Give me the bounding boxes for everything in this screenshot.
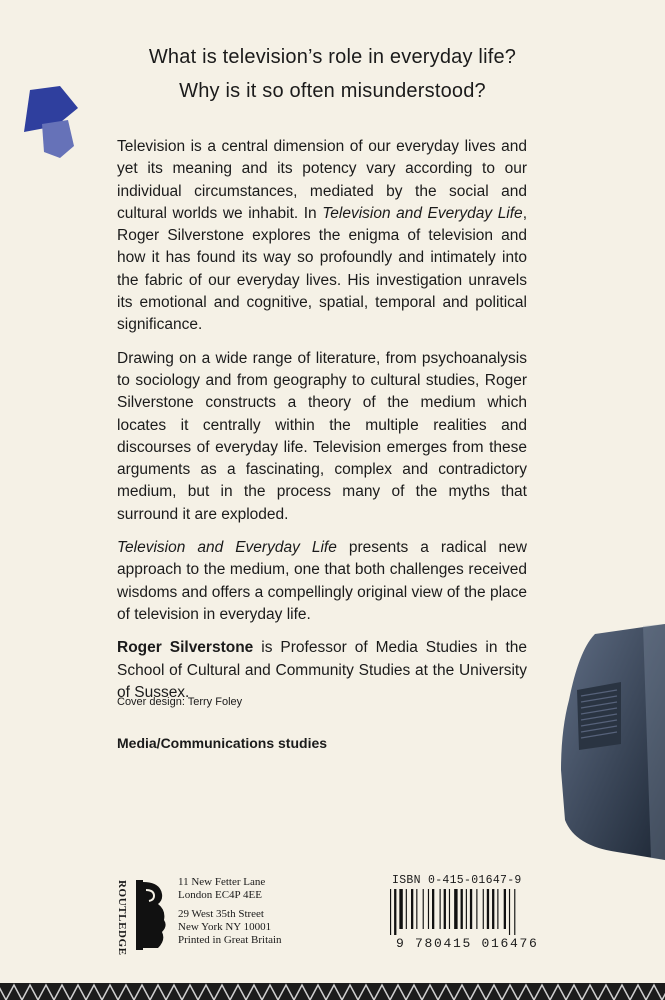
subject-category: Media/Communications studies xyxy=(117,735,328,751)
book-title: Television and Everyday Life xyxy=(322,204,523,222)
address-line: 29 West 35th Street xyxy=(178,908,264,920)
television-set-image xyxy=(555,620,665,865)
publisher-name: ROUTLEDGE xyxy=(116,880,128,956)
address-line: New York NY 10001 xyxy=(178,921,272,933)
publisher-address xyxy=(178,876,282,947)
paragraph-text: presents a radical new approach to the medium, one that both challenges received wisdoms and offers a compellingly original view of the place of television in everyday life. xyxy=(117,539,527,623)
barcode xyxy=(388,889,528,935)
paragraph-text: Television is a central dimension of our everyday lives and yet its meaning and its potency vary according to our individual circumstances, mediated by the social and cultural worlds we inhabit. In xyxy=(117,138,527,222)
paragraph-author xyxy=(117,637,527,704)
address-line: 11 New Fetter Lane xyxy=(178,876,266,888)
blurb xyxy=(117,136,527,715)
isbn: ISBN 0-415-01647-9 xyxy=(392,874,522,887)
routledge-logo-icon xyxy=(116,880,172,950)
paragraph-intro xyxy=(117,136,527,337)
author-name: Roger Silverstone xyxy=(117,639,254,657)
paragraph-theory: Drawing on a wide range of literature, from psychoanalysis to sociology and from geography to cultural studies, Roger Silverstone constructs a theory of the medium which locates it centrally within the multiple realities and discourses of everyday life. Television emerges from these arguments as a fascinating, complex and contradictory medium, but in the process many of the myths that surround it are exploded. xyxy=(117,349,527,523)
book-title: Television and Everyday Life xyxy=(117,539,337,557)
paragraph-approach xyxy=(117,537,527,626)
address-line: London EC4P 4EE xyxy=(178,889,262,901)
paragraph-text: is Professor of Media Studies in the School of Cultural and Community Studies at the University of Sussex. xyxy=(117,639,527,701)
paragraph-text: , Roger Silverstone explores the enigma of television and how it has found its way so profoundly and intimately into the fabric of our everyday lives. His investigation unravels its emotional and cognitive, spatial, temporal and political significance. xyxy=(117,204,527,334)
cover-credit: Cover design: Terry Foley xyxy=(117,696,243,708)
question-line-2: Why is it so often misunderstood? xyxy=(179,80,486,102)
question-line-1: What is television’s role in everyday life? xyxy=(148,46,517,68)
printed-in: Printed in Great Britain xyxy=(178,934,282,946)
barcode-number: 9 780415 016476 xyxy=(396,936,539,951)
zigzag-border-strip xyxy=(0,983,665,1000)
